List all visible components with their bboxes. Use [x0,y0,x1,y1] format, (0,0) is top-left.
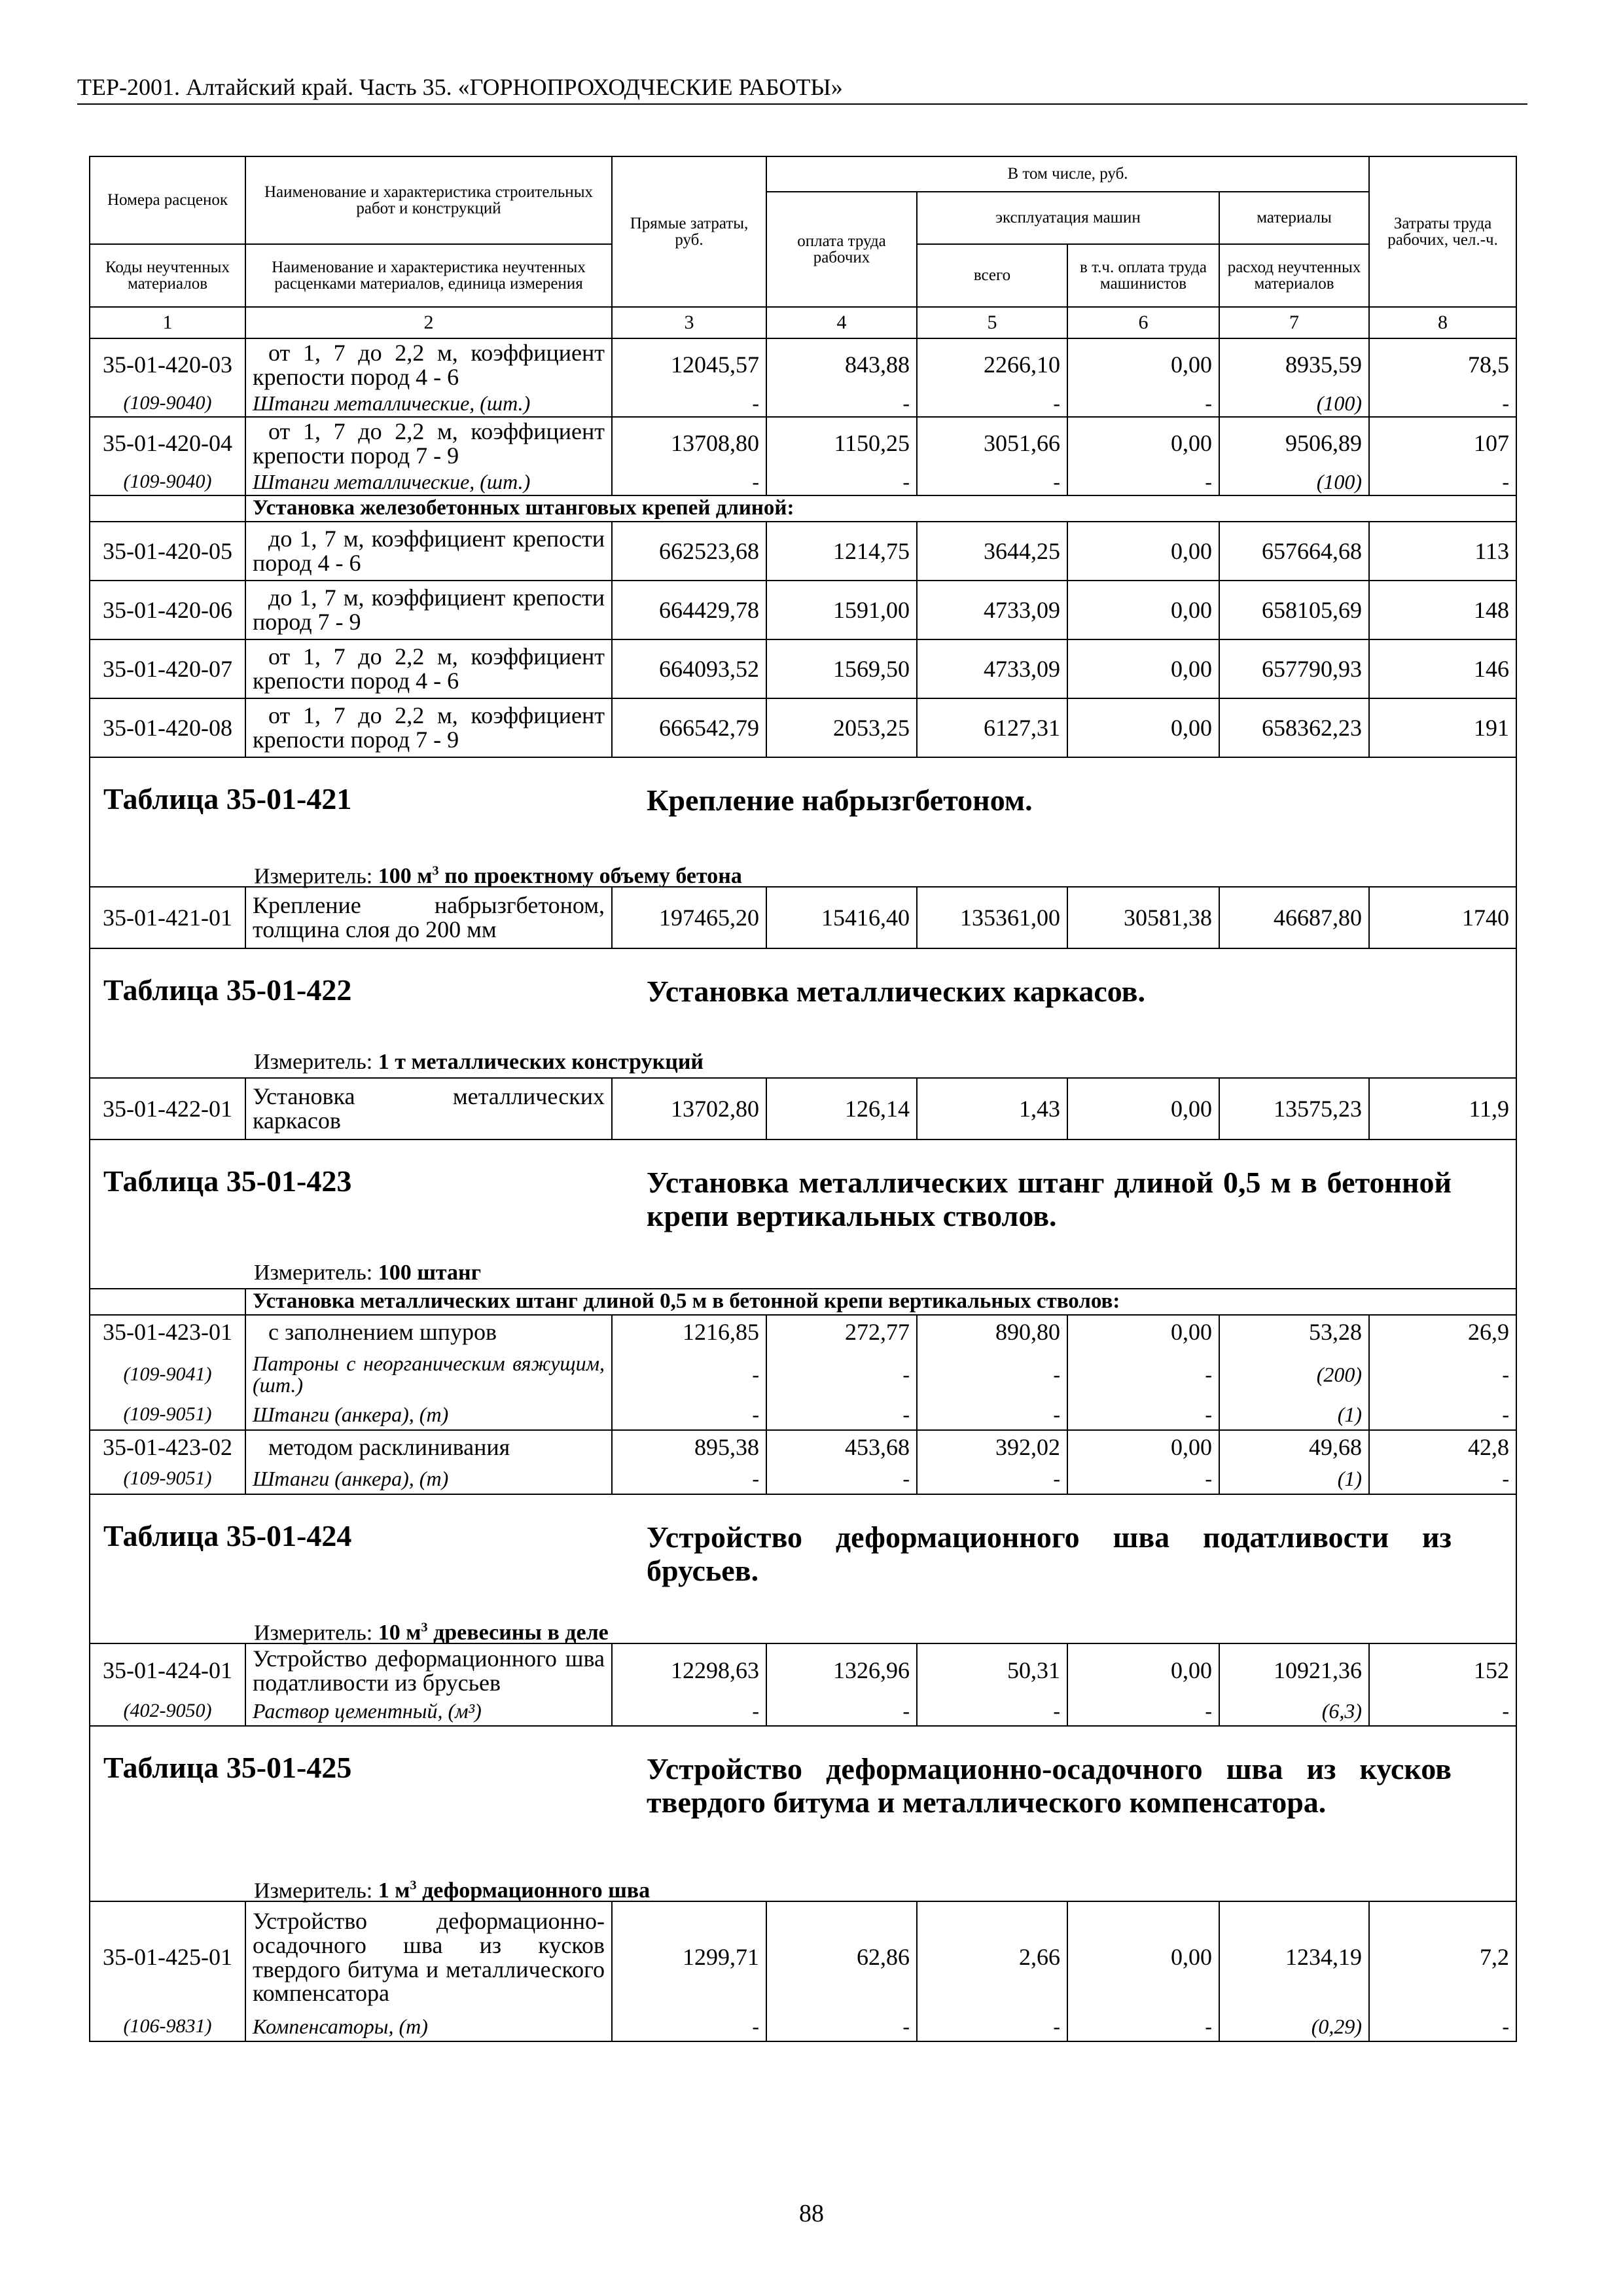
value-worker-pay: - [766,469,917,495]
value-labor: 78,5 [1369,338,1516,391]
measure-quantity: 100 штанг [378,1261,482,1285]
value-labor: 11,9 [1369,1078,1516,1139]
table-number: Таблица 35-01-422 [103,973,352,1007]
rate-code: 35-01-420-06 [90,581,245,639]
value-direct-costs: 666542,79 [612,698,766,757]
rate-code: 35-01-423-02 [90,1430,245,1464]
rate-code: 35-01-422-01 [90,1078,245,1139]
value-direct-costs: 895,38 [612,1430,766,1464]
material-row [90,1349,1516,1400]
value-machines-total: 392,02 [917,1430,1067,1464]
value-materials: 53,28 [1219,1315,1369,1349]
value-machines-total: - [917,1349,1067,1400]
rate-row [90,522,1516,581]
value-materials: 657790,93 [1219,639,1369,698]
value-labor: 42,8 [1369,1430,1516,1464]
rate-name: Компенсаторы, (т) [245,2013,612,2041]
rate-name: от 1, 7 до 2,2 м, коэффициент крепости пород 7 - 9 [245,698,612,757]
rate-name: Установка металлических каркасов [245,1078,612,1139]
group-spacer [90,1289,245,1315]
rate-name: Крепление набрызгбетоном, толщина слоя до 200 мм [245,887,612,948]
measure-exponent: 3 [421,1621,428,1635]
value-machinist-pay: 0,00 [1067,639,1219,698]
measure-exponent: 3 [410,1878,417,1893]
value-worker-pay: 62,86 [766,1901,917,2013]
measure-unit [90,1613,1516,1643]
value-worker-pay: 1214,75 [766,522,917,581]
value-machines-total: 3644,25 [917,522,1067,581]
value-direct-costs: - [612,1697,766,1726]
value-machinist-pay: 0,00 [1067,581,1219,639]
col-header-including: В том числе, руб. [766,156,1369,192]
rate-code: (106-9831) [90,2013,245,2041]
value-direct-costs: 12298,63 [612,1643,766,1697]
value-worker-pay: 126,14 [766,1078,917,1139]
value-machines-total: 135361,00 [917,887,1067,948]
value-materials: 657664,68 [1219,522,1369,581]
table-number: Таблица 35-01-421 [103,782,352,816]
measure-label: Измеритель: [254,1261,373,1285]
value-labor: 152 [1369,1643,1516,1697]
page-header: ТЕР-2001. Алтайский край. Часть 35. «ГОРНОПРОХОДЧЕСКИЕ РАБОТЫ» [77,73,1527,105]
value-direct-costs: 1216,85 [612,1315,766,1349]
measure-value [378,1878,650,1903]
material-row [90,1464,1516,1494]
column-number: 1 [90,307,245,338]
measure-value [378,1261,481,1285]
rate-code: 35-01-420-03 [90,338,245,391]
value-machinist-pay: 0,00 [1067,417,1219,469]
value-machines-total: 2,66 [917,1901,1067,2013]
group-spacer [90,495,245,522]
rate-name: Устройство деформационно-осадочного шва из кусков твердого битума и металлического компенсатора [245,1901,612,2013]
rate-code: 35-01-421-01 [90,887,245,948]
value-direct-costs: - [612,1400,766,1430]
column-number: 8 [1369,307,1516,338]
group-heading-row [90,1289,1516,1315]
rate-row [90,1643,1516,1697]
value-labor: 191 [1369,698,1516,757]
col-header-machines: эксплуатация машин [917,192,1219,244]
rate-name: от 1, 7 до 2,2 м, коэффициент крепости пород 4 - 6 [245,338,612,391]
rate-code: 35-01-420-08 [90,698,245,757]
value-machinist-pay: 0,00 [1067,1078,1219,1139]
rate-code: 35-01-420-05 [90,522,245,581]
col-header-machinist-pay: в т.ч. оплата труда машинистов [1067,244,1219,307]
rates-table [89,156,1517,2042]
col-header-material-name: Наименование и характеристика неучтенных расценками материалов, единица измерения [245,244,612,307]
value-materials: 658362,23 [1219,698,1369,757]
value-worker-pay: - [766,1697,917,1726]
value-worker-pay: - [766,1400,917,1430]
value-machines-total: 4733,09 [917,581,1067,639]
value-direct-costs: 197465,20 [612,887,766,948]
rate-name: от 1, 7 до 2,2 м, коэффициент крепости пород 7 - 9 [245,417,612,469]
table-title-row [90,1494,1516,1643]
rate-row [90,639,1516,698]
value-materials: 46687,80 [1219,887,1369,948]
value-machines-total: 6127,31 [917,698,1067,757]
measure-label: Измеритель: [254,1878,373,1903]
column-numbers-row [90,307,1516,338]
rate-code: 35-01-420-04 [90,417,245,469]
value-worker-pay: - [766,391,917,417]
value-labor: - [1369,469,1516,495]
value-worker-pay: 1150,25 [766,417,917,469]
value-worker-pay: 1326,96 [766,1643,917,1697]
value-machinist-pay: 0,00 [1067,1430,1219,1464]
rate-name: с заполнением шпуров [245,1315,612,1349]
material-row [90,391,1516,417]
value-machinist-pay: - [1067,2013,1219,2041]
measure-unit [90,856,1516,889]
value-machinist-pay: - [1067,1464,1219,1494]
rate-code: 35-01-425-01 [90,1901,245,2013]
table-number: Таблица 35-01-423 [103,1164,352,1198]
value-machines-total: 4733,09 [917,639,1067,698]
value-materials: 9506,89 [1219,417,1369,469]
value-labor: 113 [1369,522,1516,581]
measure-value [378,1621,609,1645]
rate-name: Штанги металлические, (шт.) [245,391,612,417]
measure-value [378,864,742,888]
measure-quantity: 100 м [378,864,433,889]
value-labor: 1740 [1369,887,1516,948]
value-materials: 49,68 [1219,1430,1369,1464]
column-number: 3 [612,307,766,338]
value-labor: - [1369,391,1516,417]
rate-code: 35-01-424-01 [90,1643,245,1697]
col-header-worker-pay: оплата труда рабочих [766,192,917,307]
rate-name: от 1, 7 до 2,2 м, коэффициент крепости пород 4 - 6 [245,639,612,698]
rate-name: методом расклинивания [245,1430,612,1464]
rate-code: (109-9040) [90,391,245,417]
value-labor: 148 [1369,581,1516,639]
rate-code: (109-9051) [90,1400,245,1430]
rate-name: Штанги (анкера), (т) [245,1400,612,1430]
rate-row [90,1315,1516,1349]
value-worker-pay: 272,77 [766,1315,917,1349]
measure-unit [90,1871,1516,1901]
measure-basis: по проектному объему бетона [438,864,742,889]
value-worker-pay: 1591,00 [766,581,917,639]
col-header-materials: материалы [1219,192,1369,244]
table-title: Установка металлических каркасов. [647,975,1145,1008]
rate-row [90,338,1516,391]
group-heading: Установка железобетонных штанговых крепей длиной: [245,495,1516,522]
measure-quantity: 1 м [378,1878,410,1903]
measure-label: Измеритель: [254,1621,373,1645]
value-machines-total: - [917,469,1067,495]
group-heading: Установка металлических штанг длиной 0,5 м в бетонной крепи вертикальных стволов: [245,1289,1516,1315]
value-materials: (1) [1219,1464,1369,1494]
table-title: Крепление набрызгбетоном. [647,783,1033,817]
rate-row [90,1430,1516,1464]
rate-name: Патроны с неорганическим вяжущим, (шт.) [245,1349,612,1400]
value-worker-pay: - [766,2013,917,2041]
rate-code: (402-9050) [90,1697,245,1726]
value-labor: - [1369,2013,1516,2041]
value-worker-pay: - [766,1464,917,1494]
value-machinist-pay: 0,00 [1067,338,1219,391]
value-direct-costs: - [612,469,766,495]
value-direct-costs: - [612,1464,766,1494]
value-machinist-pay: 0,00 [1067,1315,1219,1349]
column-number: 2 [245,307,612,338]
rate-row [90,1078,1516,1139]
value-direct-costs: - [612,391,766,417]
value-materials: (1) [1219,1400,1369,1430]
measure-basis: древесины в деле [427,1621,609,1645]
rate-name: Раствор цементный, (м³) [245,1697,612,1726]
table-title: Установка металлических штанг длиной 0,5 м в бетонной крепи вертикальных стволов. [647,1166,1452,1232]
value-machinist-pay: - [1067,1400,1219,1430]
value-materials: (100) [1219,469,1369,495]
rate-code: (109-9040) [90,469,245,495]
col-header-machines-total: всего [917,244,1067,307]
value-materials: (6,3) [1219,1697,1369,1726]
rate-code: 35-01-423-01 [90,1315,245,1349]
material-row [90,1697,1516,1726]
value-direct-costs: 1299,71 [612,1901,766,2013]
rate-name: Устройство деформационного шва податливости из брусьев [245,1643,612,1697]
value-machines-total: 50,31 [917,1643,1067,1697]
value-labor: 7,2 [1369,1901,1516,2013]
page-number: 88 [799,2200,824,2227]
rate-name: Штанги металлические, (шт.) [245,469,612,495]
value-machines-total: - [917,391,1067,417]
value-machinist-pay: 0,00 [1067,522,1219,581]
value-machinist-pay: - [1067,1697,1219,1726]
rate-name: до 1, 7 м, коэффициент крепости пород 7 - 9 [245,581,612,639]
material-row [90,2013,1516,2041]
value-direct-costs: 12045,57 [612,338,766,391]
rate-name: до 1, 7 м, коэффициент крепости пород 4 - 6 [245,522,612,581]
col-header-unaccounted-materials: расход неучтенных материалов [1219,244,1369,307]
value-machines-total: 2266,10 [917,338,1067,391]
measure-label: Измеритель: [254,864,373,889]
value-labor: - [1369,1400,1516,1430]
value-direct-costs: 664093,52 [612,639,766,698]
value-worker-pay: 453,68 [766,1430,917,1464]
group-heading-row [90,495,1516,522]
value-labor: - [1369,1349,1516,1400]
rate-row [90,581,1516,639]
measure-value [378,1050,704,1074]
column-number: 5 [917,307,1067,338]
table-number: Таблица 35-01-425 [103,1751,352,1784]
value-worker-pay: 2053,25 [766,698,917,757]
value-materials: 10921,36 [1219,1643,1369,1697]
table-title: Устройство деформационного шва податливости из брусьев. [647,1520,1452,1587]
value-direct-costs: 664429,78 [612,581,766,639]
value-direct-costs: 662523,68 [612,522,766,581]
table-title-row [90,1726,1516,1901]
value-materials: 1234,19 [1219,1901,1369,2013]
table-number: Таблица 35-01-424 [103,1519,352,1552]
rate-row [90,698,1516,757]
measure-quantity: 1 т металлических конструкций [378,1050,704,1074]
value-direct-costs: - [612,2013,766,2041]
col-header-work-name: Наименование и характеристика строительных работ и конструкций [245,156,612,244]
rate-code: (109-9041) [90,1349,245,1400]
col-header-rate-numbers: Номера расценок [90,156,245,244]
col-header-labor: Затраты труда рабочих, чел.-ч. [1369,156,1516,307]
value-worker-pay: - [766,1349,917,1400]
value-labor: 107 [1369,417,1516,469]
value-worker-pay: 1569,50 [766,639,917,698]
value-materials: (100) [1219,391,1369,417]
value-materials: 8935,59 [1219,338,1369,391]
column-number: 6 [1067,307,1219,338]
value-labor: - [1369,1697,1516,1726]
value-materials: 13575,23 [1219,1078,1369,1139]
value-machines-total: - [917,1400,1067,1430]
value-machinist-pay: 0,00 [1067,698,1219,757]
value-machinist-pay: 30581,38 [1067,887,1219,948]
value-worker-pay: 15416,40 [766,887,917,948]
value-materials: (200) [1219,1349,1369,1400]
rate-code: (109-9051) [90,1464,245,1494]
col-header-direct-costs: Прямые затраты, руб. [612,156,766,307]
table-title-row [90,1139,1516,1289]
value-machines-total: 1,43 [917,1078,1067,1139]
measure-quantity: 10 м [378,1621,421,1645]
value-machines-total: 3051,66 [917,417,1067,469]
value-machinist-pay: 0,00 [1067,1901,1219,2013]
value-machinist-pay: - [1067,469,1219,495]
rate-name: Штанги (анкера), (т) [245,1464,612,1494]
value-direct-costs: 13702,80 [612,1078,766,1139]
value-machines-total: - [917,1464,1067,1494]
material-row [90,1400,1516,1430]
rate-row [90,887,1516,948]
value-labor: 146 [1369,639,1516,698]
material-row [90,469,1516,495]
value-machinist-pay: - [1067,1349,1219,1400]
rate-row [90,1901,1516,2013]
value-machines-total: - [917,2013,1067,2041]
column-number: 4 [766,307,917,338]
table-title: Устройство деформационно-осадочного шва из кусков твердого битума и металлического компенсатора. [647,1752,1452,1819]
value-machines-total: 890,80 [917,1315,1067,1349]
col-header-material-codes: Коды неучтенных материалов [90,244,245,307]
rate-code: 35-01-420-07 [90,639,245,698]
value-labor: - [1369,1464,1516,1494]
measure-unit [90,1258,1516,1288]
measure-exponent: 3 [432,864,439,878]
value-materials: 658105,69 [1219,581,1369,639]
value-machinist-pay: - [1067,391,1219,417]
measure-unit [90,1047,1516,1077]
value-direct-costs: 13708,80 [612,417,766,469]
table-title-row [90,948,1516,1078]
value-machinist-pay: 0,00 [1067,1643,1219,1697]
value-worker-pay: 843,88 [766,338,917,391]
value-materials: (0,29) [1219,2013,1369,2041]
measure-basis: деформационного шва [416,1878,651,1903]
value-labor: 26,9 [1369,1315,1516,1349]
rate-row [90,417,1516,469]
column-number: 7 [1219,307,1369,338]
measure-label: Измеритель: [254,1050,373,1074]
value-machines-total: - [917,1697,1067,1726]
value-direct-costs: - [612,1349,766,1400]
table-title-row [90,757,1516,887]
